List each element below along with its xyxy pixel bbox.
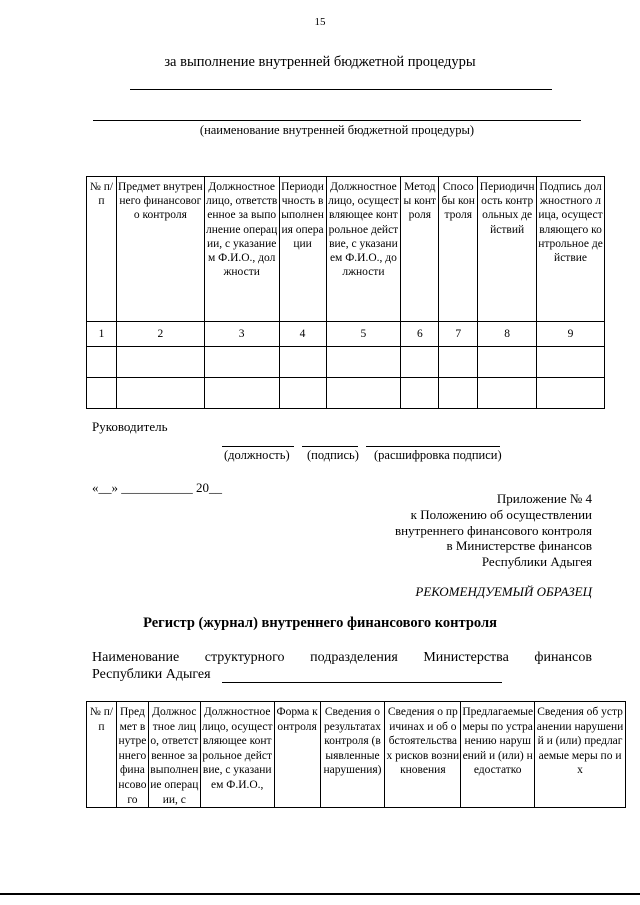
- col-number: 2: [116, 322, 204, 347]
- subdivision-line-2: Республики Адыгея: [92, 667, 211, 682]
- sample-label: РЕКОМЕНДУЕМЫЙ ОБРАЗЕЦ: [415, 584, 592, 599]
- decode-caption: (расшифровка подписи): [374, 448, 502, 462]
- col-number: 9: [537, 322, 605, 347]
- header-results: Сведения о результатах контроля (выявленные нарушения): [320, 702, 385, 808]
- blank-line-2: [93, 120, 581, 121]
- head-label: Руководитель: [92, 419, 168, 434]
- subdivision-line-1: [92, 650, 592, 666]
- col-number: 5: [326, 322, 401, 347]
- table-row: [87, 347, 605, 378]
- position-line: [222, 446, 294, 447]
- col-number: 3: [204, 322, 279, 347]
- table-row: [87, 378, 605, 409]
- header-num: № п/п: [87, 177, 117, 322]
- header-subject: Предмет внутреннего финансового: [116, 702, 148, 808]
- header-control-form: Форма контроля: [274, 702, 320, 808]
- col-number: 6: [401, 322, 439, 347]
- header-elimination: Сведения об устранении нарушений и (или) предлагаемые меры по их: [535, 702, 626, 808]
- register-title: Регистр (журнал) внутреннего финансового контроля: [143, 615, 497, 631]
- header-ways: Способы контроля: [439, 177, 478, 322]
- col-number: 4: [279, 322, 326, 347]
- subdivision-word: подразделения: [310, 650, 398, 665]
- procedure-heading: за выполнение внутренней бюджетной процедуры: [164, 54, 476, 70]
- header-proposed-measures: Предлагаемые меры по устранению нарушений и (или) недостатко: [461, 702, 535, 808]
- decode-line: [366, 446, 500, 447]
- position-caption: (должность): [224, 448, 290, 462]
- header-subject: Предмет внутреннего финансового контроля: [116, 177, 204, 322]
- header-responsible: Должностное лицо, ответственное за выполнение операции, с указанием Ф.И.О., должности: [204, 177, 279, 322]
- subdivision-word: структурного: [204, 650, 285, 665]
- header-num: № п/п: [87, 702, 117, 808]
- col-number: 8: [478, 322, 537, 347]
- header-controller: Должностное лицо, осуществляющее контрольное действие, с указанием Ф.И.О., должности: [326, 177, 401, 322]
- col-number: 1: [87, 322, 117, 347]
- subdivision-word: финансов: [534, 650, 592, 665]
- header-methods: Методы контроля: [401, 177, 439, 322]
- subdivision-word: Наименование: [92, 650, 180, 665]
- appendix-line-3: внутреннего финансового контроля: [394, 523, 592, 538]
- subdivision-blank-line: [222, 682, 502, 683]
- page-number: 15: [314, 16, 326, 28]
- header-causes: Сведения о причинах и об обстоятельствах рисков возникновения: [385, 702, 461, 808]
- sign-line: [302, 446, 358, 447]
- header-responsible: Должностное лицо, ответственное за выполнение операции, с: [148, 702, 200, 808]
- subdivision-word: Министерства: [423, 650, 509, 665]
- appendix-line-5: Республики Адыгея: [481, 554, 592, 569]
- header-signature: Подпись должностного лица, осуществляющего контрольное действие: [537, 177, 605, 322]
- header-control-periodicity: Периодичность контрольных действий: [478, 177, 537, 322]
- register-table: [86, 701, 626, 808]
- blank-line-1: [130, 89, 552, 90]
- col-number: 7: [439, 322, 478, 347]
- appendix-line-2: к Положению об осуществлении: [410, 507, 592, 522]
- sign-caption: (подпись): [307, 448, 359, 462]
- header-periodicity: Периодичность выполнения операции: [279, 177, 326, 322]
- header-controller: Должностное лицо, осуществляющее контрольное действие, с указанием Ф.И.О.,: [200, 702, 274, 808]
- procedure-caption: (наименование внутренней бюджетной процедуры): [199, 123, 475, 137]
- appendix-line-1: Приложение № 4: [496, 491, 592, 506]
- date-line: «__» ___________ 20__: [92, 480, 222, 495]
- control-plan-table: [86, 176, 605, 409]
- appendix-line-4: в Министерстве финансов: [446, 538, 592, 553]
- scan-edge-line: [0, 893, 640, 895]
